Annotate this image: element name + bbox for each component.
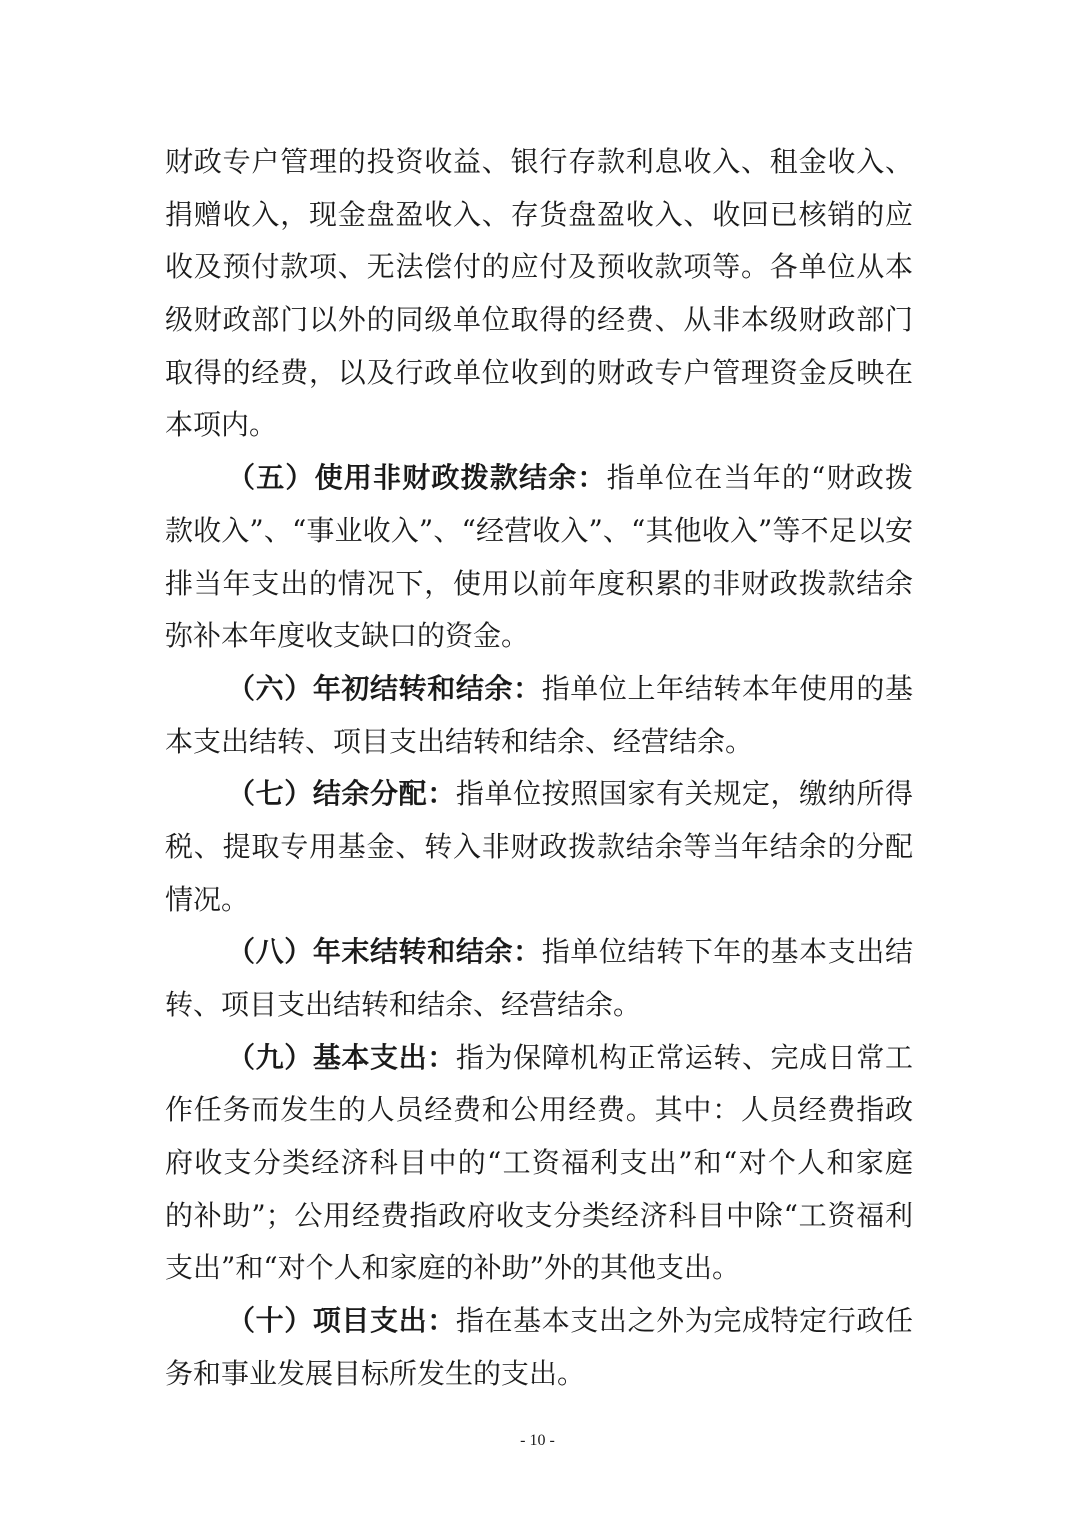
text-line [165,1348,913,1401]
text-line [165,821,913,874]
text-line [165,1084,913,1137]
line-text: 税、提取专用基金、转入非财政拨款结余等当年结余的分配 [165,829,913,863]
text-line [165,1032,913,1085]
text-line [165,347,913,400]
text-line [165,716,913,769]
paragraph [165,926,913,1031]
line-text: 支出”和“对个人和家庭的补助”外的其他支出。 [165,1251,740,1285]
text-line [165,136,913,189]
line-text: 弥补本年度收支缺口的资金。 [165,619,530,653]
text-line [165,399,913,452]
line-text: 级财政部门以外的同级单位取得的经费、从非本级财政部门 [165,303,913,337]
line-text: 指单位结转下年的基本支出结 [541,935,913,969]
text-line [165,1190,913,1243]
text-line [165,189,913,242]
text-line [165,241,913,294]
line-text: 务和事业发展目标所发生的支出。 [165,1356,586,1390]
line-text: 府收支分类经济科目中的“工资福利支出”和“对个人和家庭 [165,1146,913,1180]
line-text: 捐赠收入，现金盘盈收入、存货盘盈收入、收回已核销的应 [165,197,913,231]
line-text: 财政专户管理的投资收益、银行存款利息收入、租金收入、 [165,145,913,178]
text-line [165,1242,913,1295]
paragraph [165,663,913,768]
line-text: 指在基本支出之外为完成特定行政任 [455,1304,913,1338]
text-line [165,874,913,927]
section-heading: （七）结余分配： [227,777,456,811]
text-line [165,979,913,1032]
line-text: 指为保障机构正常运转、完成日常工 [455,1040,913,1074]
text-line [165,1137,913,1190]
line-text: 转、项目支出结转和结余、经营结余。 [165,988,642,1021]
line-text: 指单位上年结转本年使用的基 [541,671,913,705]
text-line [165,558,913,611]
text-line [165,452,913,505]
section-heading: （八）年末结转和结余： [227,935,542,969]
paragraph [165,136,913,452]
section-heading: （六）年初结转和结余： [227,671,542,705]
line-text: 情况。 [165,882,250,916]
document-body [165,136,913,1401]
line-text: 收及预付款项、无法偿付的应付及预收款项等。各单位从本 [165,250,913,284]
line-text: 指单位按照国家有关规定，缴纳所得 [455,777,913,811]
section-heading: （九）基本支出： [227,1040,456,1074]
line-text: 指单位在当年的“财政拨 [606,461,913,495]
section-heading: （十）项目支出： [227,1304,456,1338]
paragraph [165,1295,913,1400]
text-line [165,294,913,347]
paragraph [165,1032,913,1295]
line-text: 取得的经费，以及行政单位收到的财政专户管理资金反映在 [165,355,913,389]
line-text: 本支出结转、项目支出结转和结余、经营结余。 [165,724,754,758]
text-line [165,926,913,979]
paragraph [165,768,913,926]
text-line [165,1295,913,1348]
section-heading: （五）使用非财政拨款结余： [227,461,607,495]
line-text: 本项内。 [165,408,278,442]
page-number: - 10 - [520,1432,555,1449]
text-line [165,768,913,821]
text-line [165,610,913,663]
line-text: 的补助”；公用经费指政府收支分类经济科目中除“工资福利 [165,1198,913,1232]
line-text: 排当年支出的情况下，使用以前年度积累的非财政拨款结余 [165,566,913,600]
text-line [165,663,913,716]
text-line [165,505,913,558]
line-text: 作任务而发生的人员经费和公用经费。其中：人员经费指政 [165,1093,913,1127]
line-text: 款收入”、“事业收入”、“经营收入”、“其他收入”等不足以安 [165,513,913,547]
paragraph [165,452,913,663]
